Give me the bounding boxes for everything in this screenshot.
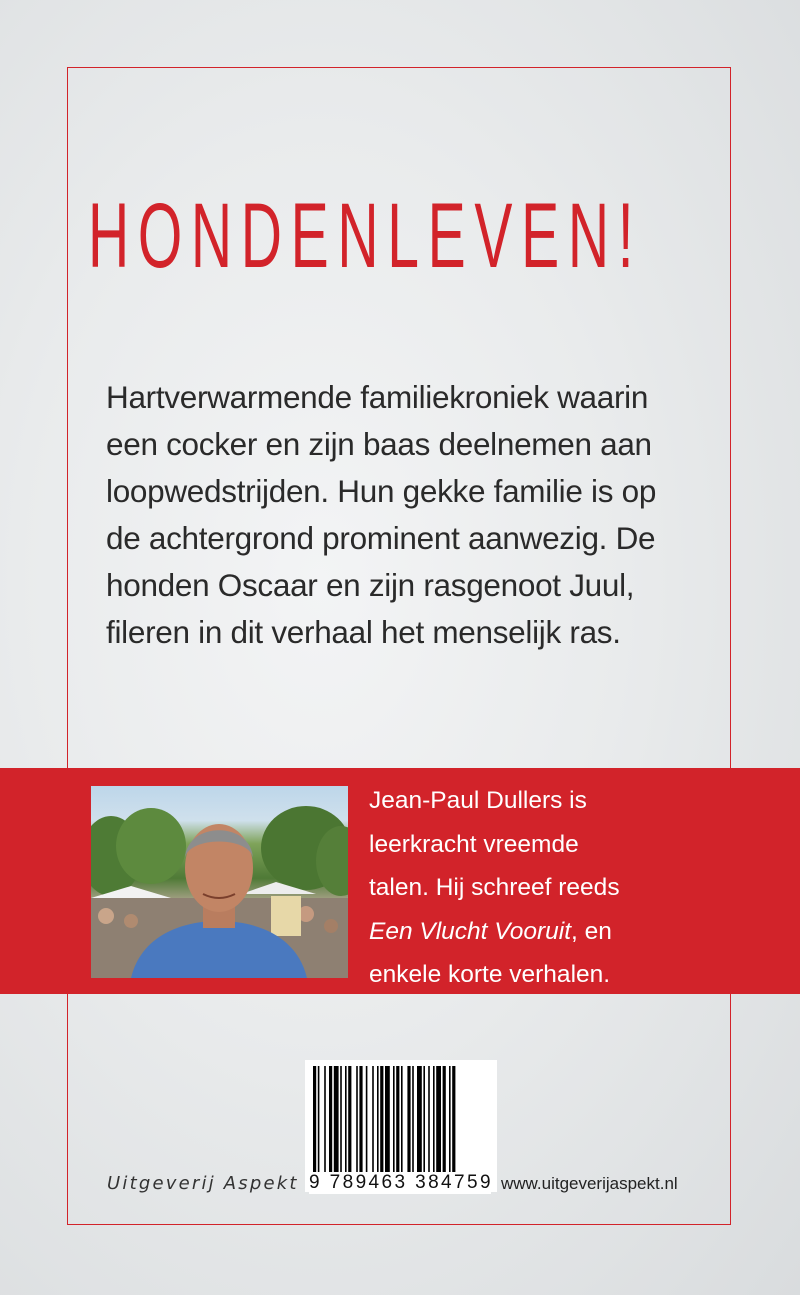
- bio-line: enkele korte verhalen.: [369, 961, 611, 988]
- bio-line-suffix: , en: [571, 917, 612, 945]
- previous-book-title: Een Vlucht Vooruit: [369, 917, 572, 945]
- bio-line: leerkracht vreemde: [369, 830, 579, 858]
- publisher-website: www.uitgeverijaspekt.nl: [501, 1174, 678, 1193]
- bio-line: talen. Hij schreef reeds: [369, 874, 620, 901]
- blurb-line: fileren in dit verhaal het menselijk ras.: [106, 614, 621, 650]
- publisher-name: Uitgeverij Aspekt: [107, 1173, 299, 1194]
- barcode-bars: [311, 1066, 491, 1174]
- blurb-line: Hartverwarmende familiekroniek waarin: [106, 379, 649, 415]
- bio-line: [369, 910, 699, 954]
- blurb-line: loopwedstrijden. Hun gekke familie is op: [106, 473, 657, 509]
- blurb-line: honden Oscaar en zijn rasgenoot Juul,: [106, 567, 635, 603]
- back-cover-blurb: [106, 374, 706, 656]
- book-title: HONDENLEVEN!: [88, 185, 643, 287]
- blurb-line: de achtergrond prominent aanwezig. De: [106, 520, 656, 556]
- author-photo: [91, 786, 348, 978]
- author-bio: [369, 779, 699, 997]
- isbn-number: 9 789463 384759: [309, 1172, 493, 1193]
- bio-line: Jean-Paul Dullers is: [369, 787, 587, 814]
- blurb-line: een cocker en zijn baas deelnemen aan: [106, 426, 652, 462]
